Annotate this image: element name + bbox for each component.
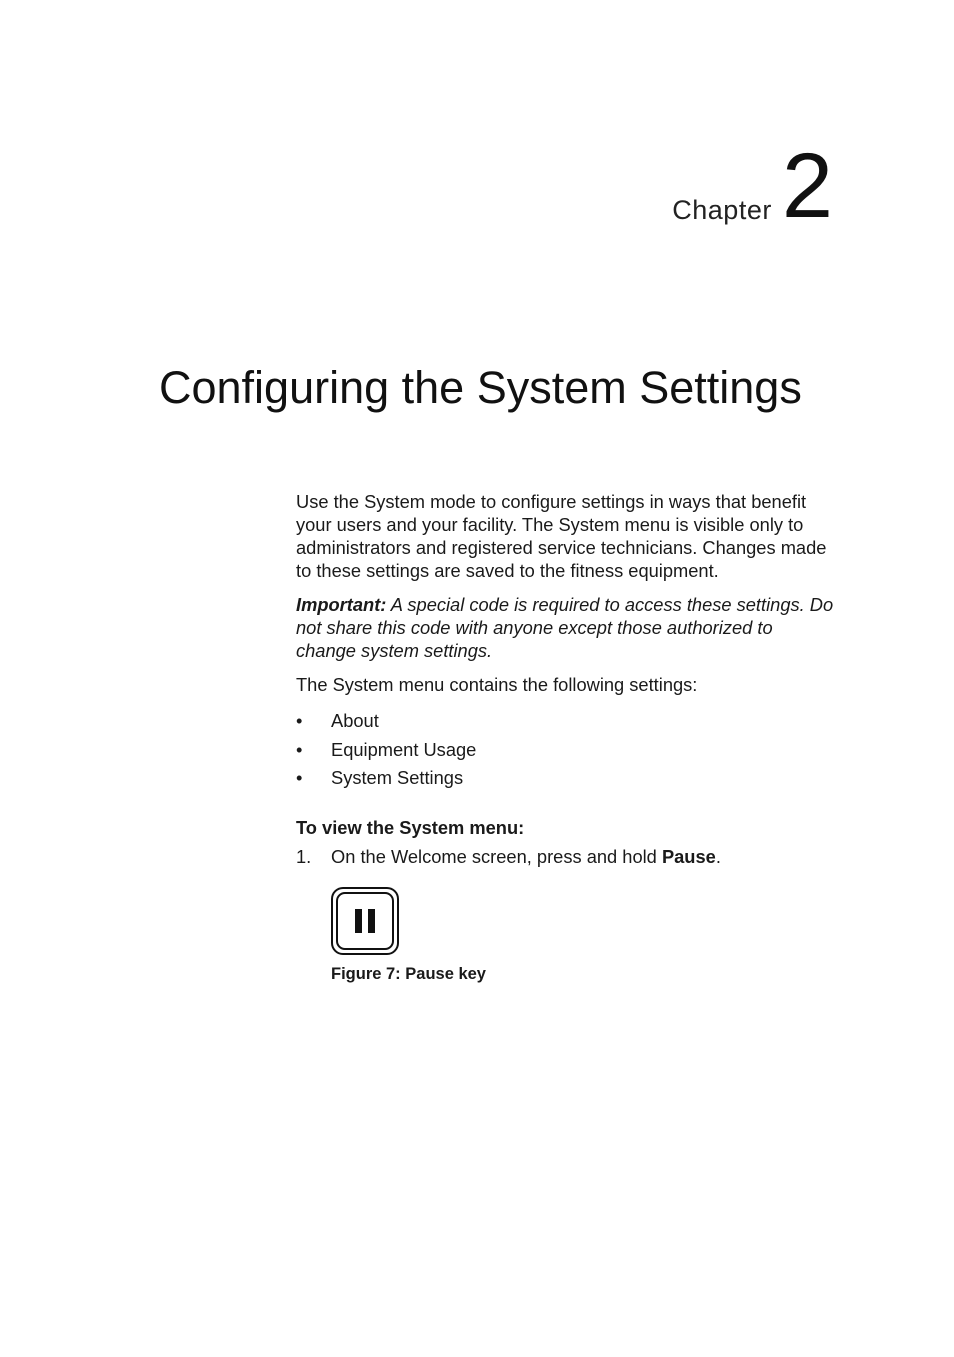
chapter-heading — [672, 135, 833, 237]
list-item-label: System Settings — [331, 767, 464, 788]
important-note — [296, 593, 836, 662]
list-item-label: Equipment Usage — [331, 738, 477, 760]
body-content — [296, 490, 836, 986]
list-item — [296, 707, 836, 736]
bullet-icon: • — [296, 710, 303, 731]
step-end: . — [715, 845, 721, 867]
list-intro: The System menu contains the following settings: — [296, 674, 698, 695]
procedure-heading: To view the System menu: — [296, 816, 525, 838]
step-bold-key: Pause — [661, 845, 716, 867]
chapter-number: 2 — [781, 135, 833, 237]
list-item — [296, 764, 836, 793]
intro-paragraph: Use the System mode to configure settings in ways that benefit your users and your facility. The System menu is visible only to administrators and registered service technicians. Changes made to these settings are saved to the fitness equipment. — [296, 491, 827, 581]
step-number: 1. — [296, 845, 312, 867]
pause-icon — [333, 889, 397, 953]
bullet-icon: • — [296, 767, 303, 788]
procedure-step — [296, 841, 836, 873]
list-item-label: About — [331, 710, 379, 731]
page-title: Configuring the System Settings — [159, 362, 802, 413]
important-text: A special code is required to access these settings. Do not share this code with anyone except those authorized to change system settings. — [296, 594, 834, 661]
list-item — [296, 736, 836, 765]
important-label: Important: — [296, 594, 387, 615]
figure-caption: Figure 7: Pause key — [331, 964, 486, 983]
bullet-icon: • — [296, 738, 303, 760]
settings-list — [296, 707, 836, 793]
step-text: On the Welcome screen, press and hold — [331, 845, 662, 867]
pause-key-figure — [331, 887, 399, 955]
chapter-label: Chapter — [672, 195, 772, 225]
